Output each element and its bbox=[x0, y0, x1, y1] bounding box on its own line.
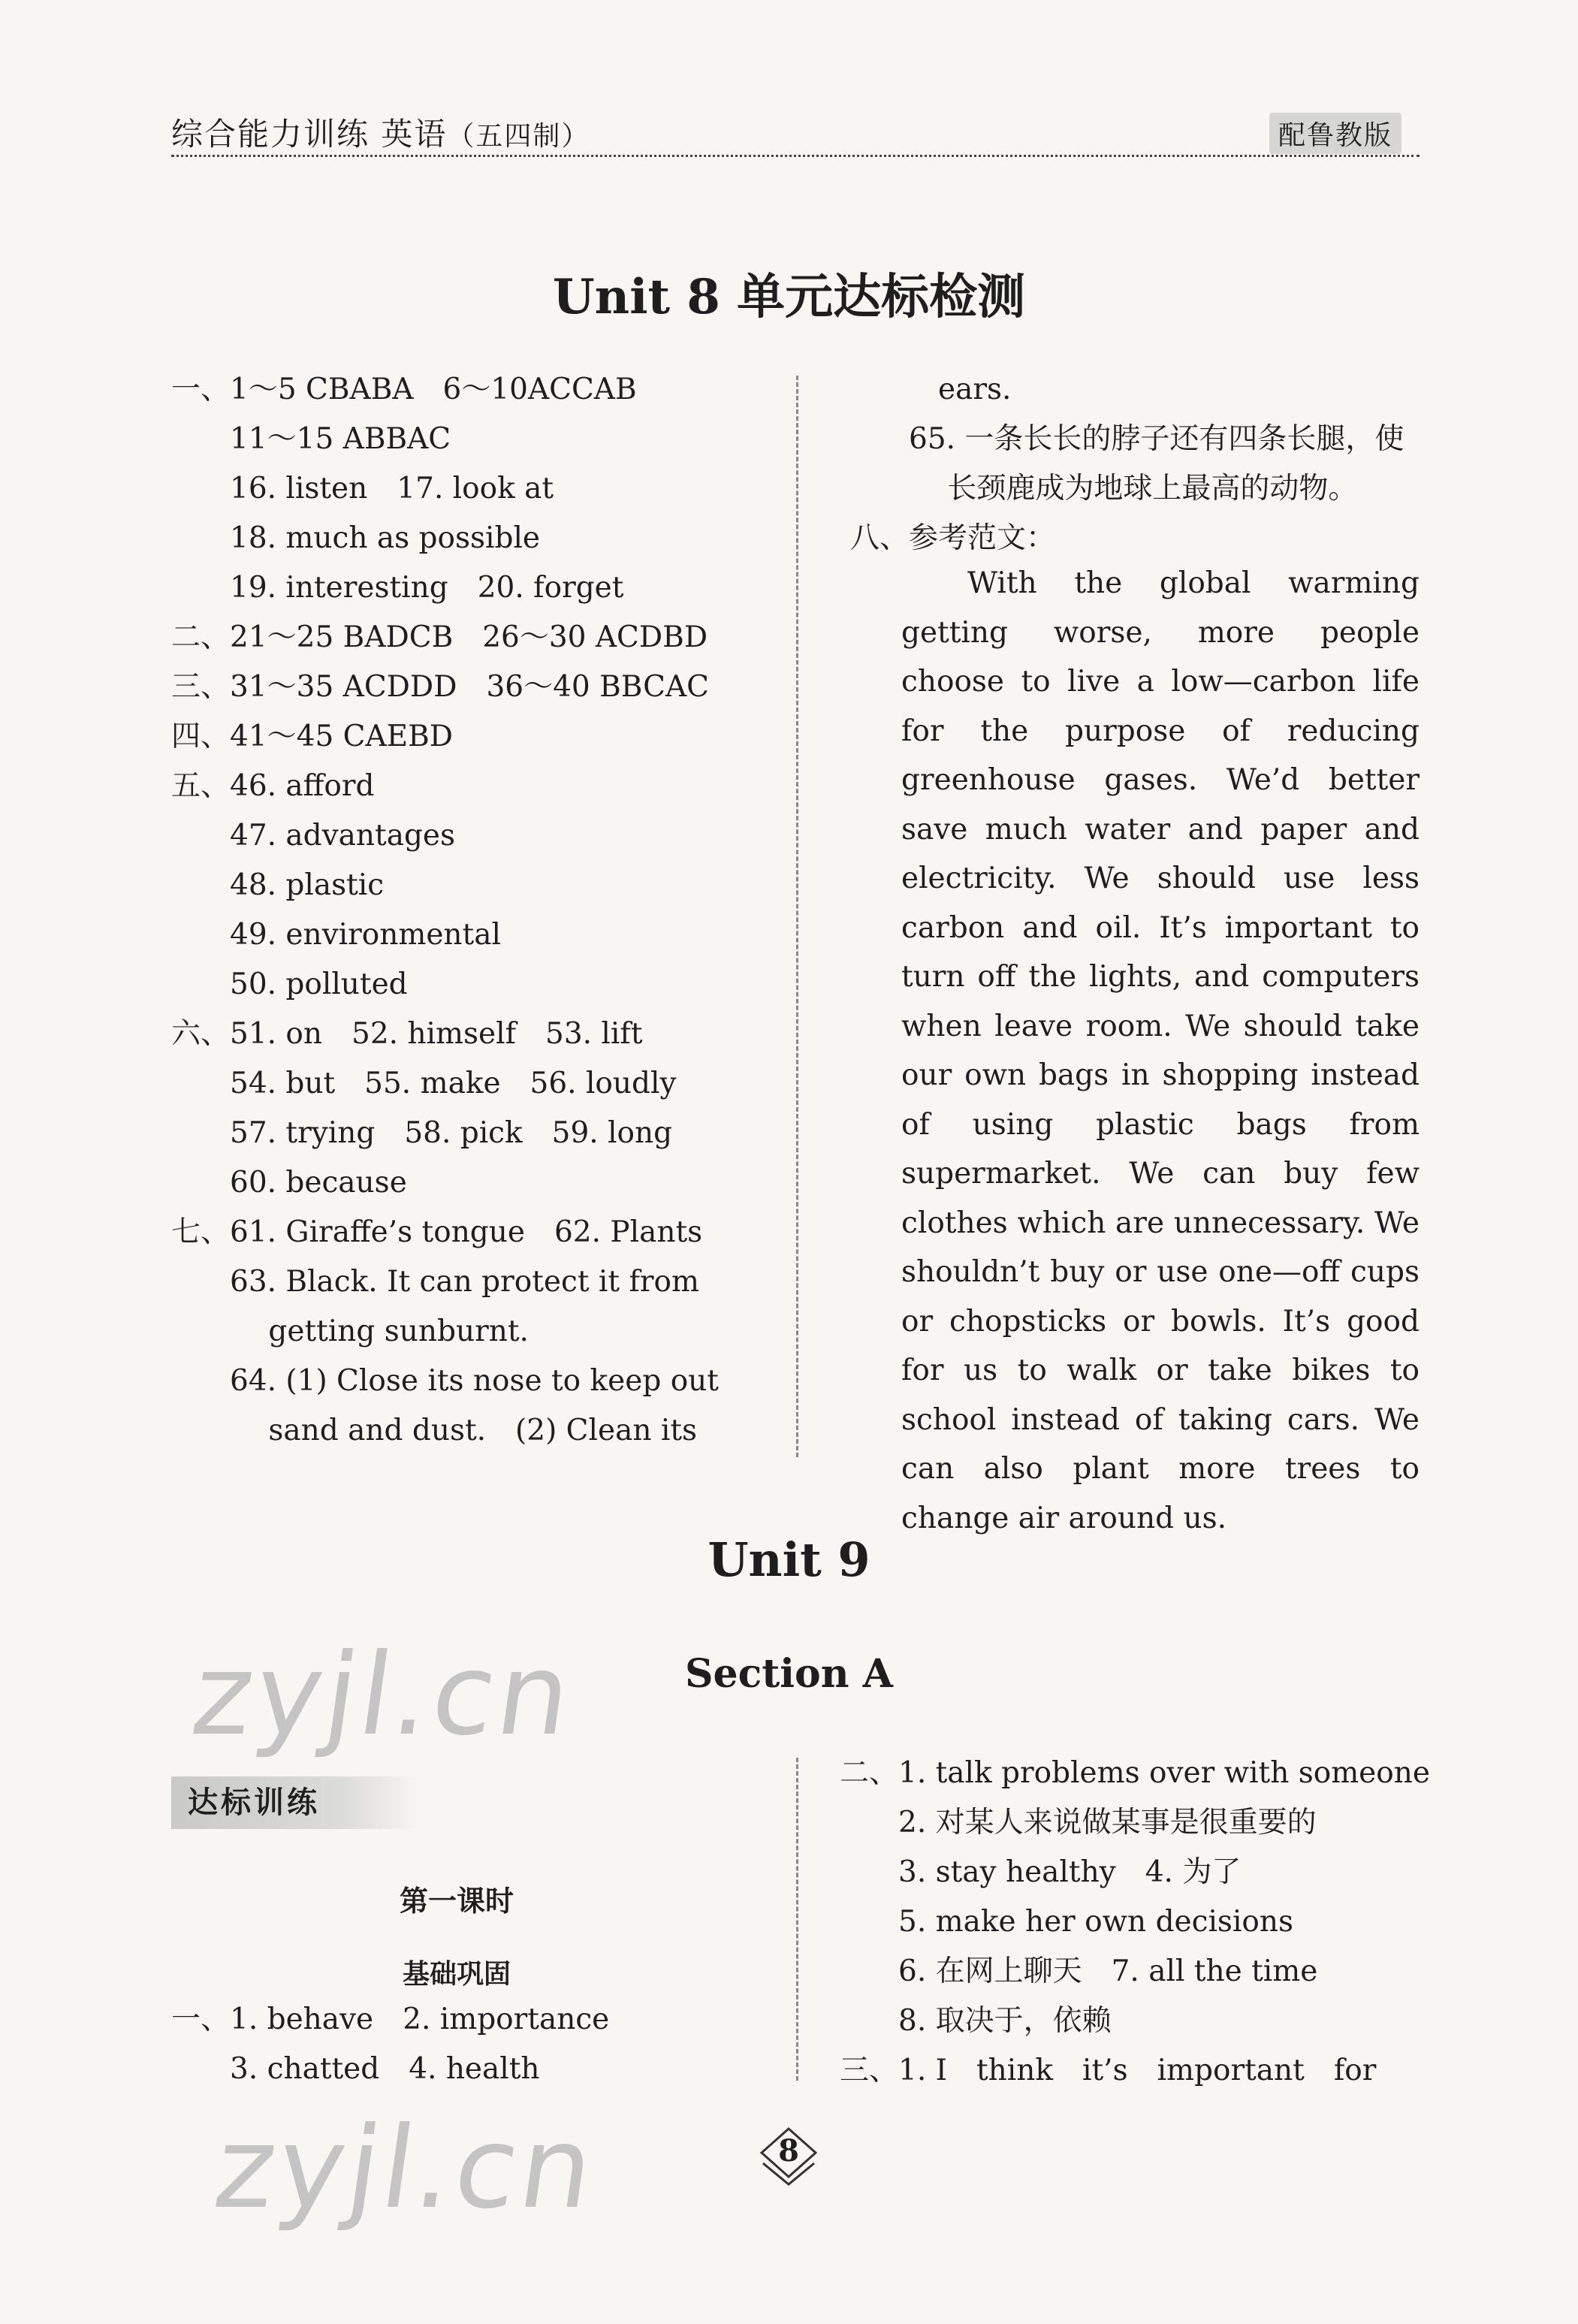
book-title bbox=[171, 110, 590, 155]
answer-line: 一、1～5 CBABA 6～10ACCAB bbox=[171, 373, 637, 406]
header-divider bbox=[171, 155, 1420, 157]
answer-line: 16. listen 17. look at bbox=[171, 472, 554, 506]
answer-line: 19. interesting 20. forget bbox=[171, 571, 624, 605]
answer-line: 8. 取决于，依赖 bbox=[840, 2004, 1112, 2038]
watermark: zyjl.cn bbox=[184, 1630, 582, 1761]
answer-line: 50. polluted bbox=[171, 967, 408, 1001]
answer-line: 63. Black. It can protect it from bbox=[171, 1265, 699, 1299]
answer-line: 七、61. Giraffe’s tongue 62. Plants bbox=[171, 1215, 703, 1249]
answer-line: getting sunburnt. bbox=[171, 1314, 529, 1348]
answer-line: 一、1. behave 2. importance bbox=[171, 2003, 610, 2036]
answer-line: 6. 在网上聊天 7. all the time bbox=[840, 1954, 1318, 1988]
lesson-heading: 第一课时 bbox=[399, 1885, 514, 1918]
edition-badge: 配鲁教版 bbox=[1269, 113, 1401, 154]
answer-line: 二、21～25 BADCB 26～30 ACDBD bbox=[171, 620, 708, 654]
answer-line: 5. make her own decisions bbox=[840, 1905, 1294, 1939]
unit9-title: Unit 9 bbox=[708, 1532, 870, 1587]
answer-line: 47. advantages bbox=[171, 819, 456, 853]
book-title-text: 综合能力训练 英语 bbox=[171, 116, 448, 152]
answer-line: 64. (1) Close its nose to keep out bbox=[171, 1364, 719, 1398]
page-number: 8 bbox=[778, 2133, 799, 2169]
answer-line: 60. because bbox=[171, 1166, 407, 1200]
answer-line: 2. 对某人来说做某事是很重要的 bbox=[840, 1806, 1317, 1840]
answer-line: 18. much as possible bbox=[171, 521, 541, 555]
answer-line: 65. 一条长长的脖子还有四条长腿，使 bbox=[850, 422, 1405, 456]
answer-line: 49. environmental bbox=[171, 918, 501, 952]
answer-line: 长颈鹿成为地球上最高的动物。 bbox=[850, 472, 1358, 506]
watermark-2: zyjl.cn bbox=[207, 2103, 605, 2234]
book-subtitle: （五四制） bbox=[447, 121, 590, 152]
unit8-title: Unit 8 单元达标检测 bbox=[552, 269, 1026, 325]
unit8-left-column bbox=[171, 365, 787, 1456]
part-heading: 基础巩固 bbox=[402, 1959, 511, 1990]
sample-essay: With the global warming getting worse, more people choose to live a low—carbon life for the purpose of reducing greenhouse gases. We’d better save much water and paper and electricity. We should use less carbon and oil. It’s important to turn off the lights, and computers when leave room. We should take our own bags in shopping instead of using plastic bags from supermarket. We can buy few clothes which are unnecessary. We shouldn’t buy or use one—off cups or chopsticks or bowls. It’s good for us to walk or take bikes to school instead of taking cars. We can also plant more trees to change air around us. bbox=[901, 566, 1420, 1535]
answer-line: sand and dust. (2) Clean its bbox=[171, 1414, 698, 1447]
answer-line: 二、1. talk problems over with someone bbox=[840, 1756, 1430, 1790]
answer-line: 五、46. afford bbox=[171, 769, 375, 803]
answer-line: 3. chatted 4. health bbox=[171, 2052, 540, 2086]
answer-line: 三、1. I think it’s important for bbox=[840, 2054, 1377, 2087]
answer-line: 三、31～35 ACDDD 36～40 BBCAC bbox=[171, 670, 709, 704]
answer-line: 48. plastic bbox=[171, 868, 385, 902]
answer-line: 六、51. on 52. himself 53. lift bbox=[171, 1017, 643, 1051]
answer-line: 四、41～45 CAEBD bbox=[171, 720, 454, 753]
unit9-left-column bbox=[171, 1995, 787, 2094]
section-title: Section A bbox=[684, 1651, 893, 1697]
answer-line: 11～15 ABBAC bbox=[171, 422, 451, 456]
unit9-right-column bbox=[840, 1749, 1430, 2096]
answer-line: 八、参考范文： bbox=[850, 521, 1056, 555]
answer-line: 57. trying 58. pick 59. long bbox=[171, 1116, 673, 1150]
training-banner: 达标训练 bbox=[171, 1776, 419, 1829]
column-divider bbox=[796, 376, 798, 1457]
column-divider-2 bbox=[796, 1758, 798, 2081]
unit8-right-column bbox=[850, 365, 1421, 563]
answer-line: ears. bbox=[850, 373, 1012, 406]
answer-line: 54. but 55. make 56. loudly bbox=[171, 1067, 677, 1100]
answer-line: 3. stay healthy 4. 为了 bbox=[840, 1855, 1242, 1889]
